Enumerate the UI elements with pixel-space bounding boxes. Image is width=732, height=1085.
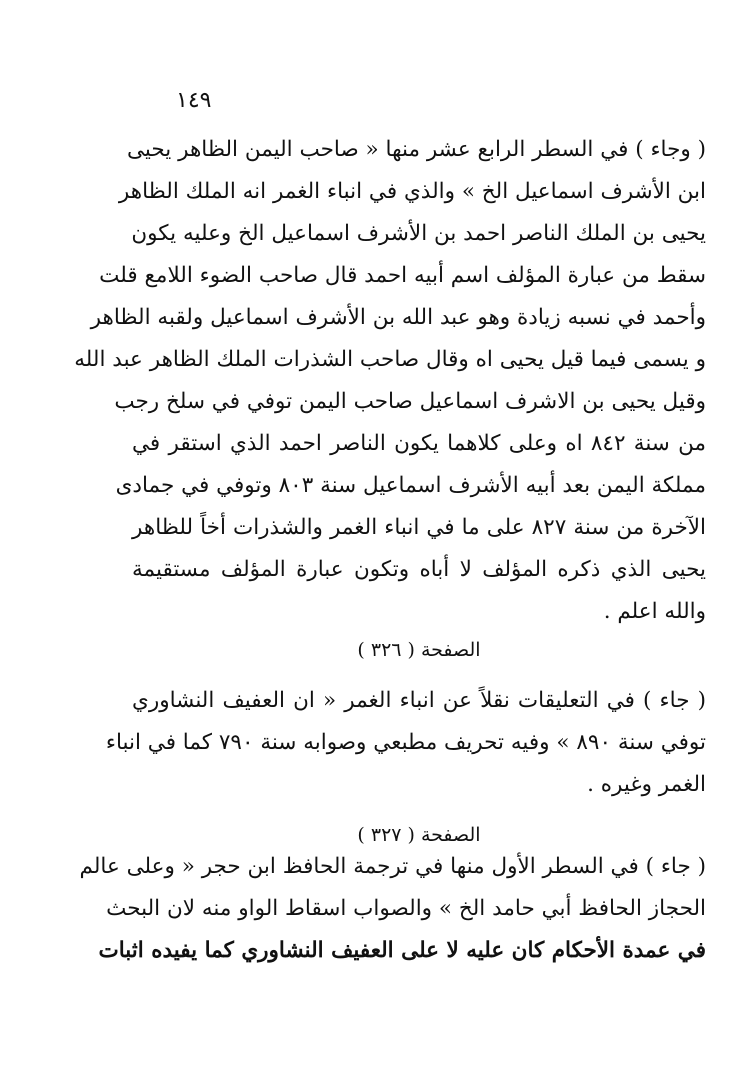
text-line: ( وجاء ) في السطر الرابع عشر منها « صاحب اليمن الظاهر يحيى bbox=[127, 137, 706, 162]
text-line: والله اعلم . bbox=[603, 599, 706, 624]
text-line: توفي سنة ٨٩٠ » وفيه تحريف مطبعي وصوابه سنة ٧٩٠ كما في انباء bbox=[105, 730, 706, 755]
paragraph-page-326 bbox=[105, 680, 706, 806]
text-line: ( جاء ) في التعليقات نقلاً عن انباء الغمر « ان العفيف النشاوري bbox=[132, 688, 706, 713]
paragraph-line-14 bbox=[74, 129, 706, 633]
page-number: ١٤٩ bbox=[176, 88, 212, 113]
text-line: وأحمد في نسبه زيادة وهو عبد الله بن الأشرف اسماعيل ولقبه الظاهر bbox=[90, 305, 706, 330]
text-line: يحيى الذي ذكره المؤلف لا أباه وتكون عبارة المؤلف مستقيمة bbox=[132, 557, 706, 582]
text-line: الآخرة من سنة ٨٢٧ على ما في انباء الغمر والشذرات أخاً للظاهر bbox=[132, 515, 706, 540]
text-line: مملكة اليمن بعد أبيه الأشرف اسماعيل سنة ٨٠٣ وتوفي في جمادى bbox=[115, 473, 706, 498]
text-line: سقط من عبارة المؤلف اسم أبيه احمد قال صاحب الضوء اللامع قلت bbox=[99, 263, 706, 288]
text-line: ( جاء ) في السطر الأول منها في ترجمة الحافظ ابن حجر « وعلى عالم bbox=[79, 854, 706, 879]
section-heading-327: الصفحة ( ٣٢٧ ) bbox=[357, 824, 481, 846]
text-line: الغمر وغيره . bbox=[587, 772, 706, 797]
text-line: في عمدة الأحكام كان عليه لا على العفيف النشاوري كما يفيده اثبات bbox=[98, 938, 706, 963]
text-line: من سنة ٨٤٢ اه وعلى كلاهما يكون الناصر احمد الذي استقر في bbox=[132, 431, 706, 456]
text-line: و يسمى فيما قيل يحيى اه وقال صاحب الشذرات الملك الظاهر عبد الله bbox=[74, 347, 706, 372]
text-line: الحجاز الحافظ أبي حامد الخ » والصواب اسقاط الواو منه لان البحث bbox=[106, 896, 706, 921]
text-line: ابن الأشرف اسماعيل الخ » والذي في انباء الغمر انه الملك الظاهر bbox=[118, 179, 706, 204]
text-line: وقيل يحيى بن الاشرف اسماعيل صاحب اليمن توفي في سلخ رجب bbox=[114, 389, 706, 414]
section-heading-326: الصفحة ( ٣٢٦ ) bbox=[357, 639, 481, 661]
text-line: يحيى بن الملك الناصر احمد بن الأشرف اسماعيل الخ وعليه يكون bbox=[131, 221, 706, 246]
paragraph-page-327 bbox=[79, 846, 706, 972]
